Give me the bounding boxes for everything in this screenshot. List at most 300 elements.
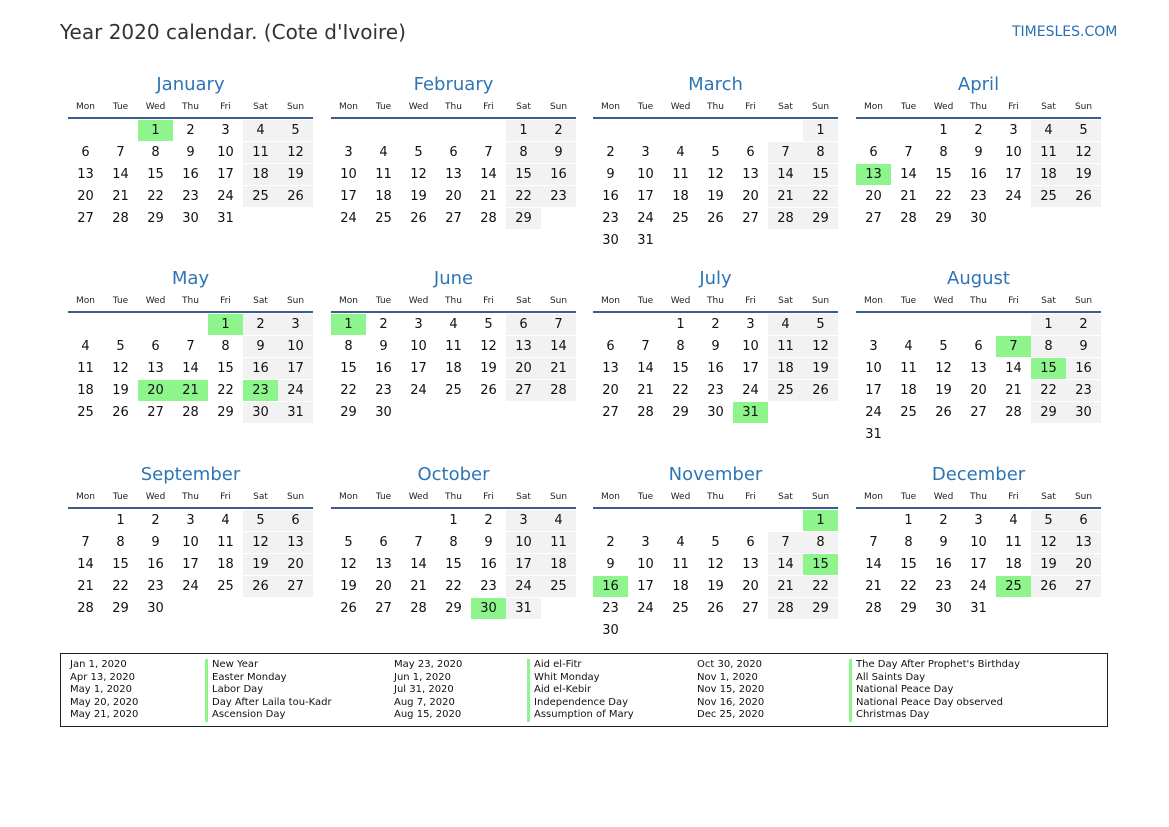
holiday-name: All Saints Day [849,672,1020,685]
day: 16 [707,361,724,376]
day: 25 [900,405,917,420]
day: 26 [707,601,724,616]
day: 10 [182,535,199,550]
weekday-label: Thu [707,492,724,502]
header-rule [593,117,838,119]
weekend-day: 4 [243,120,278,141]
day: 22 [112,579,129,594]
day: 30 [602,233,619,248]
weekday-label: Fri [1008,102,1019,112]
weekend-day: 29 [1031,402,1066,423]
weekday-label: Fri [1008,296,1019,306]
weekday-label: Mon [76,102,95,112]
day: 15 [112,557,129,572]
holiday-name: Aid el-Kebir [527,684,634,697]
day: 31 [970,601,987,616]
empty-cell [1066,598,1101,619]
day: 24 [865,405,882,420]
weekday-label: Fri [1008,492,1019,502]
day: 17 [340,189,357,204]
weekend-day: 2 [243,314,278,335]
empty-cell [663,120,698,141]
day: 26 [480,383,497,398]
day: 23 [970,189,987,204]
week-row [331,402,576,424]
weekday-label: Wed [145,492,166,502]
day: 5 [484,317,493,332]
day: 11 [445,339,462,354]
month-title: April [957,74,1000,95]
day: 28 [900,211,917,226]
holiday-date: Oct 30, 2020 [697,659,762,670]
day: 29 [900,601,917,616]
day: 14 [865,557,882,572]
holiday-day: 13 [856,164,891,185]
week-row [68,532,313,554]
day: 3 [1009,123,1018,138]
weekday-label: Mon [864,296,883,306]
day: 10 [865,361,882,376]
empty-cell [1066,208,1101,229]
day: 2 [606,535,615,550]
day: 31 [637,233,654,248]
weekday-label: Tue [375,296,392,306]
day: 1 [904,513,913,528]
day: 5 [116,339,125,354]
week-row [68,186,313,208]
weekday-header [593,294,838,308]
day: 4 [221,513,230,528]
week-row [593,380,838,402]
day: 11 [217,535,234,550]
day: 11 [672,167,689,182]
holiday-name: Christmas Day [849,709,1020,722]
weekend-day: 30 [1066,402,1101,423]
day: 19 [707,189,724,204]
week-row [68,164,313,186]
day: 3 [641,145,650,160]
weekday-label: Wed [933,102,954,112]
weekday-label: Sun [549,492,568,502]
weekday-label: Sat [253,102,268,112]
day: 11 [672,557,689,572]
day: 5 [939,339,948,354]
day: 24 [217,189,234,204]
day: 6 [974,339,983,354]
weekend-day: 12 [1031,532,1066,553]
day: 9 [484,535,493,550]
holiday-date: Jun 1, 2020 [394,671,451,683]
day: 8 [116,535,125,550]
weekday-header [331,100,576,114]
week-row [331,554,576,576]
day: 29 [935,211,952,226]
weekday-label: Wed [408,492,429,502]
weekday-label: Sun [811,492,830,502]
weekday-label: Wed [933,492,954,502]
holiday-date: May 23, 2020 [394,659,463,670]
empty-cell [996,424,1031,445]
day: 27 [602,405,619,420]
empty-cell [663,620,698,641]
day: 17 [970,557,987,572]
day: 10 [970,535,987,550]
week-row [593,598,838,620]
day: 23 [707,383,724,398]
day: 21 [480,189,497,204]
week-row [856,598,1101,620]
week-row [331,598,576,620]
weekday-label: Tue [637,102,654,112]
weekday-label: Sun [286,492,305,502]
holiday-day: 20 [138,380,173,401]
weekday-label: Fri [745,492,756,502]
weekday-label: Wed [670,492,691,502]
month-july [593,268,838,424]
week-row [331,532,576,554]
day: 30 [707,405,724,420]
day: 13 [375,557,392,572]
empty-cell [593,120,628,141]
weekend-day: 24 [506,576,541,597]
day: 6 [81,145,90,160]
day: 12 [340,557,357,572]
day: 11 [375,167,392,182]
empty-cell [541,208,576,229]
day: 27 [742,601,759,616]
week-row [856,314,1101,336]
day: 10 [1005,145,1022,160]
day: 10 [637,167,654,182]
week-row [68,402,313,424]
weekday-label: Fri [483,296,494,306]
day: 5 [344,535,353,550]
holiday-day: 15 [1031,358,1066,379]
day: 26 [935,405,952,420]
day: 2 [151,513,160,528]
weekday-label: Thu [182,102,199,112]
weekday-label: Sat [516,296,531,306]
weekend-day: 6 [278,510,313,531]
holiday-date: Nov 1, 2020 [697,671,758,683]
day: 10 [217,145,234,160]
empty-cell [541,402,576,423]
weekend-day: 5 [1066,120,1101,141]
empty-cell [961,314,996,335]
day: 28 [77,601,94,616]
month-title: January [156,74,225,95]
day: 7 [869,535,878,550]
weekday-header [331,294,576,308]
empty-cell [733,620,768,641]
site-link[interactable]: TIMESLES.COM [1012,24,1118,40]
day: 18 [1005,557,1022,572]
empty-cell [698,620,733,641]
weekend-day: 1 [803,120,838,141]
day: 9 [186,145,195,160]
weekday-header [593,100,838,114]
empty-cell [68,314,103,335]
weekday-label: Thu [182,296,199,306]
weekend-day: 7 [768,142,803,163]
weekday-label: Thu [445,102,462,112]
month-august [856,268,1101,446]
empty-cell [856,314,891,335]
day: 28 [410,601,427,616]
day: 8 [939,145,948,160]
day: 13 [602,361,619,376]
week-row [593,510,838,532]
legend-names-col [527,659,634,722]
day: 13 [77,167,94,182]
empty-cell [961,424,996,445]
day: 6 [746,535,755,550]
day: 9 [606,167,615,182]
holiday-date: May 20, 2020 [70,696,139,708]
day: 17 [742,361,759,376]
weekend-day: 4 [541,510,576,531]
weekend-day: 5 [1031,510,1066,531]
weekday-label: Mon [339,296,358,306]
day: 16 [480,557,497,572]
day: 31 [217,211,234,226]
header-rule [331,117,576,119]
day: 22 [217,383,234,398]
empty-cell [243,208,278,229]
week-row [331,164,576,186]
empty-cell [173,598,208,619]
day: 2 [186,123,195,138]
weekday-label: Sun [1074,492,1093,502]
weekend-day: 11 [541,532,576,553]
empty-cell [698,120,733,141]
week-row [331,380,576,402]
day: 20 [742,579,759,594]
empty-cell [401,510,436,531]
day: 10 [742,339,759,354]
weekend-day: 18 [768,358,803,379]
day: 29 [445,601,462,616]
day: 20 [970,383,987,398]
day: 28 [637,405,654,420]
week-row [593,186,838,208]
holiday-name: Easter Monday [205,672,332,685]
week-row [331,208,576,230]
empty-cell [331,120,366,141]
empty-cell [1031,598,1066,619]
empty-cell [698,230,733,251]
header-rule [856,117,1101,119]
holiday-legend [60,653,1108,727]
day: 7 [904,145,913,160]
header-rule [593,507,838,509]
day: 19 [935,383,952,398]
day: 22 [935,189,952,204]
weekend-day: 19 [1066,164,1101,185]
weekend-day: 9 [243,336,278,357]
empty-cell [803,620,838,641]
day: 2 [974,123,983,138]
weekday-label: Sat [253,296,268,306]
day: 20 [77,189,94,204]
weekday-label: Fri [220,102,231,112]
day: 26 [410,211,427,226]
day: 20 [865,189,882,204]
day: 21 [865,579,882,594]
week-row [593,230,838,252]
day: 25 [77,405,94,420]
weekend-day: 19 [278,164,313,185]
empty-cell [593,314,628,335]
month-title: May [171,268,210,289]
day: 16 [602,189,619,204]
weekend-day: 2 [541,120,576,141]
day: 14 [112,167,129,182]
holiday-day: 1 [138,120,173,141]
header-rule [68,507,313,509]
page-title: Year 2020 calendar. (Cote d'Ivoire) [60,20,406,44]
weekday-label: Thu [182,492,199,502]
week-row [856,208,1101,230]
empty-cell [768,230,803,251]
day: 29 [147,211,164,226]
day: 24 [970,579,987,594]
week-row [68,142,313,164]
empty-cell [1066,424,1101,445]
empty-cell [278,208,313,229]
day: 15 [935,167,952,182]
weekday-label: Wed [933,296,954,306]
day: 16 [970,167,987,182]
day: 22 [672,383,689,398]
weekend-day: 20 [278,554,313,575]
month-april [856,74,1101,230]
empty-cell [733,120,768,141]
day: 29 [672,405,689,420]
month-title: June [433,268,474,289]
day: 26 [112,405,129,420]
empty-cell [768,510,803,531]
day: 8 [676,339,685,354]
day: 29 [112,601,129,616]
weekend-day: 26 [803,380,838,401]
legend-dates-col [394,659,462,722]
weekday-label: Mon [601,296,620,306]
week-row [68,314,313,336]
week-row [68,336,313,358]
day: 16 [935,557,952,572]
day: 22 [445,579,462,594]
weekend-day: 31 [506,598,541,619]
empty-cell [891,424,926,445]
empty-cell [663,510,698,531]
weekday-label: Mon [601,492,620,502]
holiday-day: 1 [331,314,366,335]
month-title: August [947,268,1010,289]
week-row [68,510,313,532]
week-row [331,510,576,532]
weekday-label: Wed [670,102,691,112]
day: 18 [672,579,689,594]
weekend-day: 25 [1031,186,1066,207]
day: 26 [340,601,357,616]
weekend-day: 22 [803,576,838,597]
day: 20 [445,189,462,204]
weekend-day: 29 [803,598,838,619]
weekday-label: Tue [900,102,917,112]
day: 10 [410,339,427,354]
weekday-label: Wed [145,102,166,112]
holiday-name: Ascension Day [205,709,332,722]
day: 17 [865,383,882,398]
weekend-day: 2 [1066,314,1101,335]
weekday-header [856,294,1101,308]
weekday-label: Mon [339,102,358,112]
day: 15 [900,557,917,572]
week-row [593,554,838,576]
weekday-label: Tue [112,296,129,306]
day: 15 [445,557,462,572]
empty-cell [68,120,103,141]
day: 18 [672,189,689,204]
day: 29 [340,405,357,420]
day: 30 [182,211,199,226]
weekday-header [331,490,576,504]
weekday-label: Tue [900,296,917,306]
weekday-header [856,100,1101,114]
day: 8 [344,339,353,354]
day: 3 [974,513,983,528]
holiday-name: Assumption of Mary [527,709,634,722]
month-february [331,74,576,230]
day: 14 [1005,361,1022,376]
weekday-header [68,490,313,504]
week-row [856,510,1101,532]
day: 18 [375,189,392,204]
day: 11 [77,361,94,376]
weekday-label: Thu [445,492,462,502]
holiday-day: 23 [243,380,278,401]
day: 14 [77,557,94,572]
day: 27 [865,211,882,226]
day: 26 [707,211,724,226]
empty-cell [996,598,1031,619]
empty-cell [628,120,663,141]
weekday-label: Tue [112,102,129,112]
weekend-day: 28 [768,208,803,229]
empty-cell [366,510,401,531]
day: 4 [81,339,90,354]
weekend-day: 21 [768,186,803,207]
day: 17 [637,579,654,594]
empty-cell [891,314,926,335]
weekend-day: 29 [803,208,838,229]
holiday-name: Day After Laila tou-Kadr [205,697,332,710]
weekday-label: Tue [375,492,392,502]
day: 12 [707,557,724,572]
holiday-date: Nov 16, 2020 [697,696,765,708]
holiday-date: May 1, 2020 [70,684,133,696]
day: 30 [970,211,987,226]
day: 13 [445,167,462,182]
day: 1 [939,123,948,138]
weekday-label: Mon [864,102,883,112]
empty-cell [243,598,278,619]
month-june [331,268,576,424]
weekend-day: 30 [243,402,278,423]
header-rule [68,311,313,313]
weekday-label: Thu [970,102,987,112]
